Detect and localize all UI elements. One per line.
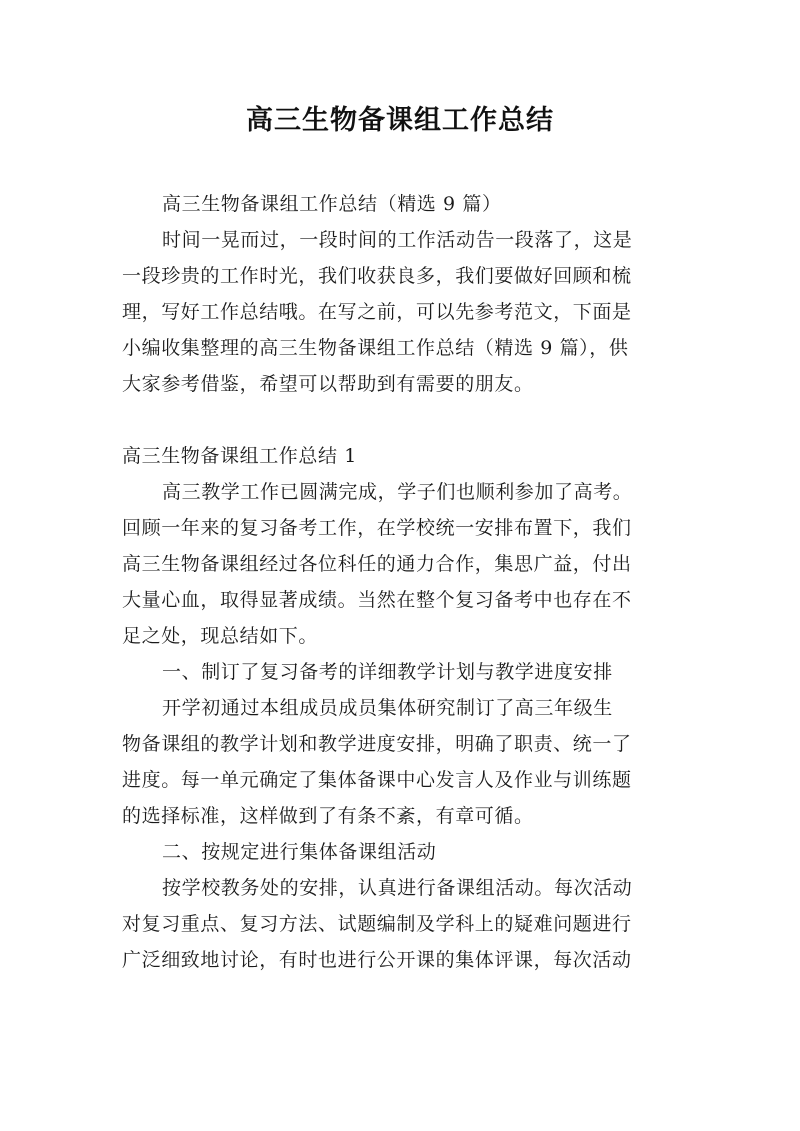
- paragraph-line: 对复习重点、复习方法、试题编制及学科上的疑难问题进行: [122, 913, 632, 935]
- paragraph-line: 理，写好工作总结哦。在写之前，可以先参考范文，下面是: [122, 301, 632, 323]
- paragraph-line: 高三生物备课组经过各位科任的通力合作，集思广益，付出: [122, 553, 632, 575]
- paragraph-line: 按学校教务处的安排，认真进行备课组活动。每次活动: [162, 877, 633, 899]
- document-title: 高三生物备课组工作总结: [246, 105, 554, 136]
- paragraph-line: 大家参考借鉴，希望可以帮助到有需要的朋友。: [122, 373, 534, 395]
- paragraph-line: 一段珍贵的工作时光，我们收获良多，我们要做好回顾和梳: [122, 265, 632, 287]
- paragraph-line: 物备课组的教学计划和教学进度安排，明确了职责、统一了: [122, 733, 632, 755]
- paragraph-line: 进度。每一单元确定了集体备课中心发言人及作业与训练题: [122, 769, 632, 791]
- paragraph-line: 大量心血，取得显著成绩。当然在整个复习备考中也存在不: [122, 589, 632, 611]
- paragraph-line: 的选择标准，这样做到了有条不紊，有章可循。: [122, 805, 534, 827]
- paragraph-line: 回顾一年来的复习备考工作，在学校统一安排布置下，我们: [122, 517, 632, 539]
- subtitle-line: 高三生物备课组工作总结（精选 9 篇）: [162, 193, 502, 215]
- paragraph-line: 广泛细致地讨论，有时也进行公开课的集体评课，每次活动: [122, 949, 632, 971]
- document-body: [122, 186, 682, 978]
- subsection-heading: 一、制订了复习备考的详细教学计划与教学进度安排: [162, 661, 613, 683]
- paragraph-spacer: [122, 402, 682, 438]
- paragraph-line: 小编收集整理的高三生物备课组工作总结（精选 9 篇），供: [122, 337, 629, 359]
- subsection-heading: 二、按规定进行集体备课组活动: [162, 841, 437, 863]
- paragraph-line: 开学初通过本组成员成员集体研究制订了高三年级生: [162, 697, 613, 719]
- section-heading: 高三生物备课组工作总结 1: [122, 445, 357, 467]
- paragraph-line: 足之处，现总结如下。: [122, 625, 319, 647]
- paragraph-line: 时间一晃而过，一段时间的工作活动告一段落了，这是: [162, 229, 633, 251]
- paragraph-line: 高三教学工作已圆满完成，学子们也顺利参加了高考。: [162, 481, 633, 503]
